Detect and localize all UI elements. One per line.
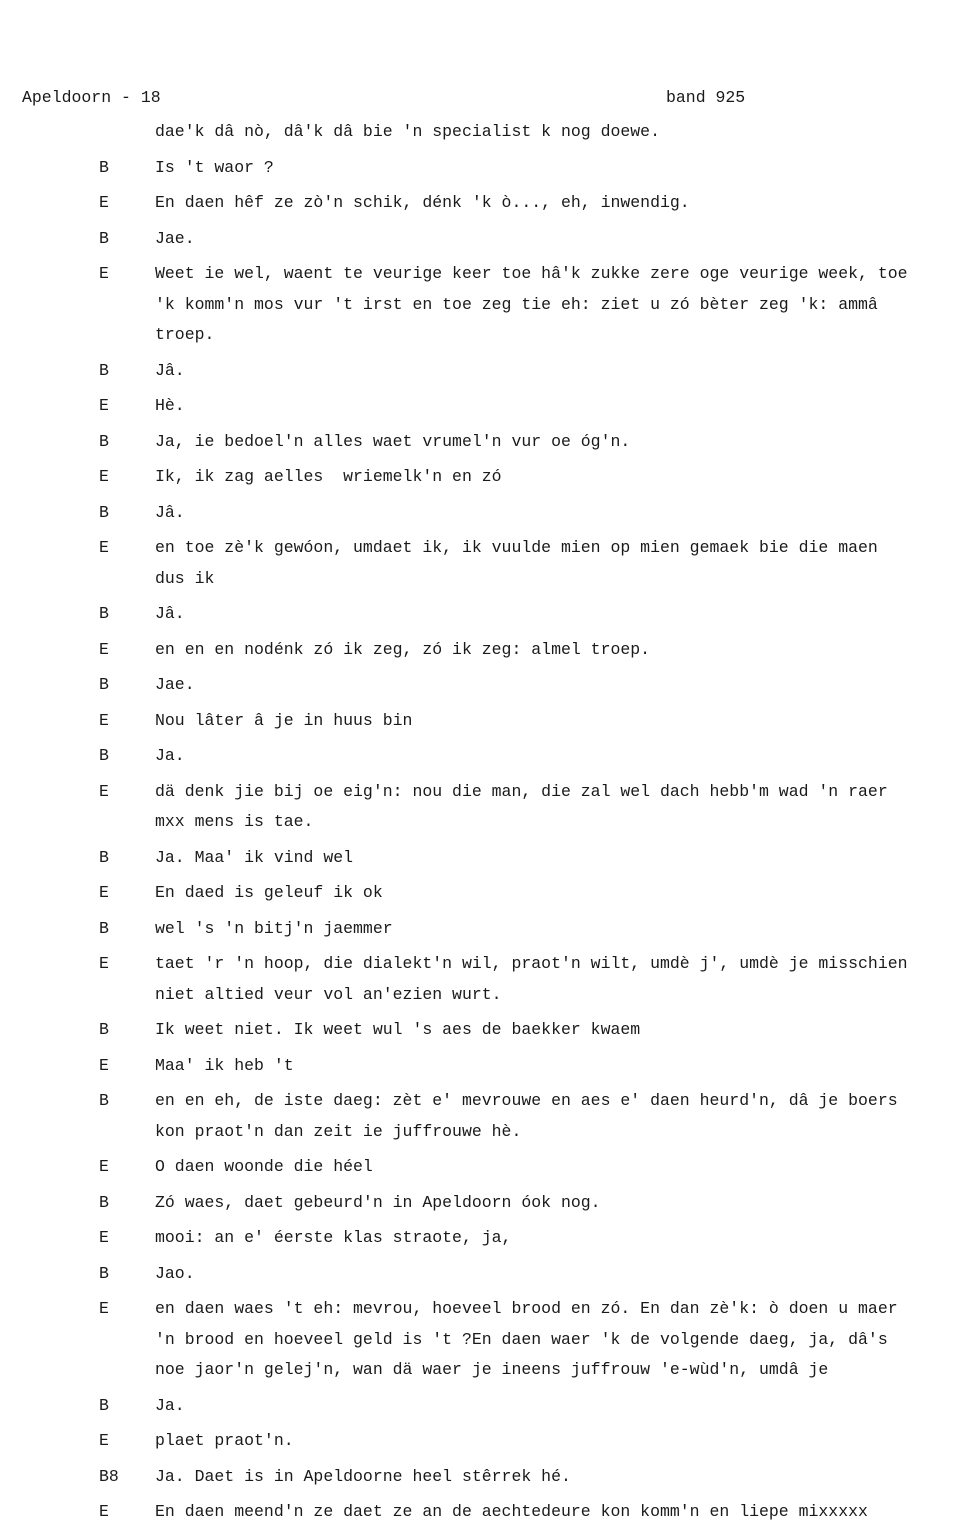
transcript-entry bbox=[0, 427, 973, 458]
utterance-text: Ja. bbox=[155, 746, 185, 765]
transcript bbox=[0, 117, 973, 1533]
transcript-entry bbox=[0, 878, 973, 909]
transcript-entry bbox=[0, 391, 973, 422]
transcript-entry bbox=[0, 599, 973, 630]
speaker-label: B bbox=[99, 1020, 109, 1039]
speaker-label: B bbox=[99, 918, 109, 938]
transcript-entry bbox=[0, 1188, 973, 1219]
utterance-text: Maa' ik heb 't bbox=[155, 1055, 294, 1075]
speaker-label: E bbox=[99, 1228, 109, 1247]
transcript-entry bbox=[0, 153, 973, 184]
utterance-text: En daed is geleuf ik ok bbox=[155, 883, 383, 902]
transcript-entry bbox=[0, 533, 973, 594]
utterance-text: Jâ. bbox=[155, 604, 185, 623]
utterance-text: dae'k dâ nò, dâ'k dâ bie 'n specialist k nog doewe. bbox=[155, 122, 660, 141]
utterance-text: mooi: an e' éerste klas straote, ja, bbox=[155, 1228, 512, 1247]
transcript-entry bbox=[0, 1086, 973, 1147]
transcript-entry bbox=[0, 356, 973, 387]
speaker-label: E bbox=[99, 639, 109, 659]
speaker-label: B bbox=[99, 1192, 109, 1212]
utterance-text: en toe zè'k gewóon, umdaet ik, ik vuulde mien op mien gemaek bie die maen dus ik bbox=[155, 538, 888, 588]
utterance-text: Jâ. bbox=[155, 502, 185, 522]
utterance-text: Jâ. bbox=[155, 360, 185, 380]
speaker-label: E bbox=[99, 1431, 109, 1450]
speaker-label: B bbox=[99, 1395, 109, 1415]
transcript-entry bbox=[0, 117, 973, 148]
utterance-text: wel 's 'n bitj'n jaemmer bbox=[155, 918, 393, 938]
transcript-entry bbox=[0, 188, 973, 219]
utterance-text: en en en nodénk zó ik zeg, zó ik zeg: almel troep. bbox=[155, 639, 651, 659]
utterance-text: Nou lâter â je in huus bin bbox=[155, 710, 413, 730]
utterance-text: O daen woonde die héel bbox=[155, 1157, 373, 1176]
speaker-label: B bbox=[99, 847, 109, 867]
transcript-entry bbox=[0, 1497, 973, 1528]
utterance-text: En daen meend'n ze daet ze an de aechtedeure kon komm'n en liepe mixxxxx bbox=[155, 1502, 868, 1521]
transcript-entry bbox=[0, 741, 973, 772]
utterance-text: Jae. bbox=[155, 228, 195, 248]
speaker-label: B bbox=[99, 228, 109, 248]
transcript-entry bbox=[0, 635, 973, 666]
speaker-label: E bbox=[99, 1299, 109, 1318]
transcript-entry bbox=[0, 1294, 973, 1386]
speaker-label: E bbox=[99, 467, 109, 486]
speaker-label: B bbox=[99, 157, 109, 177]
speaker-label: E bbox=[99, 264, 109, 283]
speaker-label: E bbox=[99, 538, 109, 557]
transcript-entry bbox=[0, 843, 973, 874]
speaker-label: E bbox=[99, 396, 109, 415]
utterance-text: Weet ie wel, waent te veurige keer toe hâ'k zukke zere oge veurige week, toe 'k komm'n mos vur 't irst en toe zeg tie eh: ziet u zó bèter zeg 'k: ammâ troep. bbox=[155, 264, 918, 344]
speaker-label: B bbox=[99, 1091, 109, 1110]
speaker-label: B bbox=[99, 675, 109, 694]
utterance-text: Ja. Daet is in Apeldoorne heel stêrrek hé. bbox=[155, 1466, 571, 1486]
transcript-entry bbox=[0, 1259, 973, 1290]
utterance-text: en daen waes 't eh: mevrou, hoeveel brood en zó. En dan zè'k: ò doen u maer 'n brood en hoeveel geld is 't ?En daen waer 'k de volgende daeg, ja, dâ's noe jaor'n gelej'n, wan dä waer je ineens juffrouw 'e-wùd'n, umdâ je bbox=[155, 1299, 908, 1379]
speaker-label: B bbox=[99, 604, 109, 623]
utterance-text: Ja, ie bedoel'n alles waet vrumel'n vur oe óg'n. bbox=[155, 431, 631, 451]
utterance-text: Ja. Maa' ik vind wel bbox=[155, 847, 354, 867]
utterance-text: plaet praot'n. bbox=[155, 1431, 294, 1450]
utterance-text: dä denk jie bij oe eig'n: nou die man, die zal wel dach hebb'm wad 'n raer mxx mens is tae. bbox=[155, 781, 898, 831]
transcript-entry bbox=[0, 259, 973, 351]
transcript-entry bbox=[0, 949, 973, 1010]
utterance-text: Jao. bbox=[155, 1263, 195, 1283]
utterance-text: Zó waes, daet gebeurd'n in Apeldoorn óok nog. bbox=[155, 1192, 601, 1212]
speaker-label: B8 bbox=[99, 1466, 119, 1486]
utterance-text: Ik, ik zag aelles wriemelk'n en zó bbox=[155, 467, 502, 486]
utterance-text: Ja. bbox=[155, 1395, 185, 1415]
speaker-label: E bbox=[99, 1055, 109, 1075]
speaker-label: B bbox=[99, 360, 109, 380]
speaker-label: E bbox=[99, 193, 109, 212]
utterance-text: Jae. bbox=[155, 675, 195, 694]
utterance-text: en en eh, de iste daeg: zèt e' mevrouwe en aes e' daen heurd'n, dâ je boers kon praot'n dan zeit ie juffrouwe hè. bbox=[155, 1091, 908, 1141]
page-header-tape: band 925 bbox=[666, 88, 746, 107]
speaker-label: B bbox=[99, 1263, 109, 1283]
transcript-entry bbox=[0, 224, 973, 255]
transcript-entry bbox=[0, 1391, 973, 1422]
transcript-entry bbox=[0, 1152, 973, 1183]
speaker-label: E bbox=[99, 954, 109, 973]
utterance-text: Ik weet niet. Ik weet wul 's aes de baekker kwaem bbox=[155, 1020, 641, 1039]
transcript-entry bbox=[0, 1051, 973, 1082]
transcript-entry bbox=[0, 670, 973, 701]
speaker-label: E bbox=[99, 883, 109, 902]
transcript-entry bbox=[0, 706, 973, 737]
utterance-text: En daen hêf ze zò'n schik, dénk 'k ò..., eh, inwendig. bbox=[155, 193, 690, 212]
speaker-label: E bbox=[99, 781, 109, 801]
speaker-label: E bbox=[99, 710, 109, 730]
speaker-label: B bbox=[99, 431, 109, 451]
transcript-entry bbox=[0, 462, 973, 493]
transcript-entry bbox=[0, 777, 973, 838]
speaker-label: B bbox=[99, 502, 109, 522]
speaker-label: E bbox=[99, 1502, 109, 1521]
transcript-entry bbox=[0, 498, 973, 529]
transcript-entry bbox=[0, 1426, 973, 1457]
page-header-location: Apeldoorn - 18 bbox=[22, 88, 161, 107]
utterance-text: Hè. bbox=[155, 396, 185, 415]
transcript-entry bbox=[0, 1462, 973, 1493]
transcript-entry bbox=[0, 1015, 973, 1046]
utterance-text: taet 'r 'n hoop, die dialekt'n wil, praot'n wilt, umdè j', umdè je misschien niet altied veur vol an'ezien wurt. bbox=[155, 954, 918, 1004]
transcript-entry bbox=[0, 1223, 973, 1254]
speaker-label: E bbox=[99, 1157, 109, 1176]
transcript-entry bbox=[0, 914, 973, 945]
speaker-label: B bbox=[99, 746, 109, 765]
utterance-text: Is 't waor ? bbox=[155, 157, 274, 177]
